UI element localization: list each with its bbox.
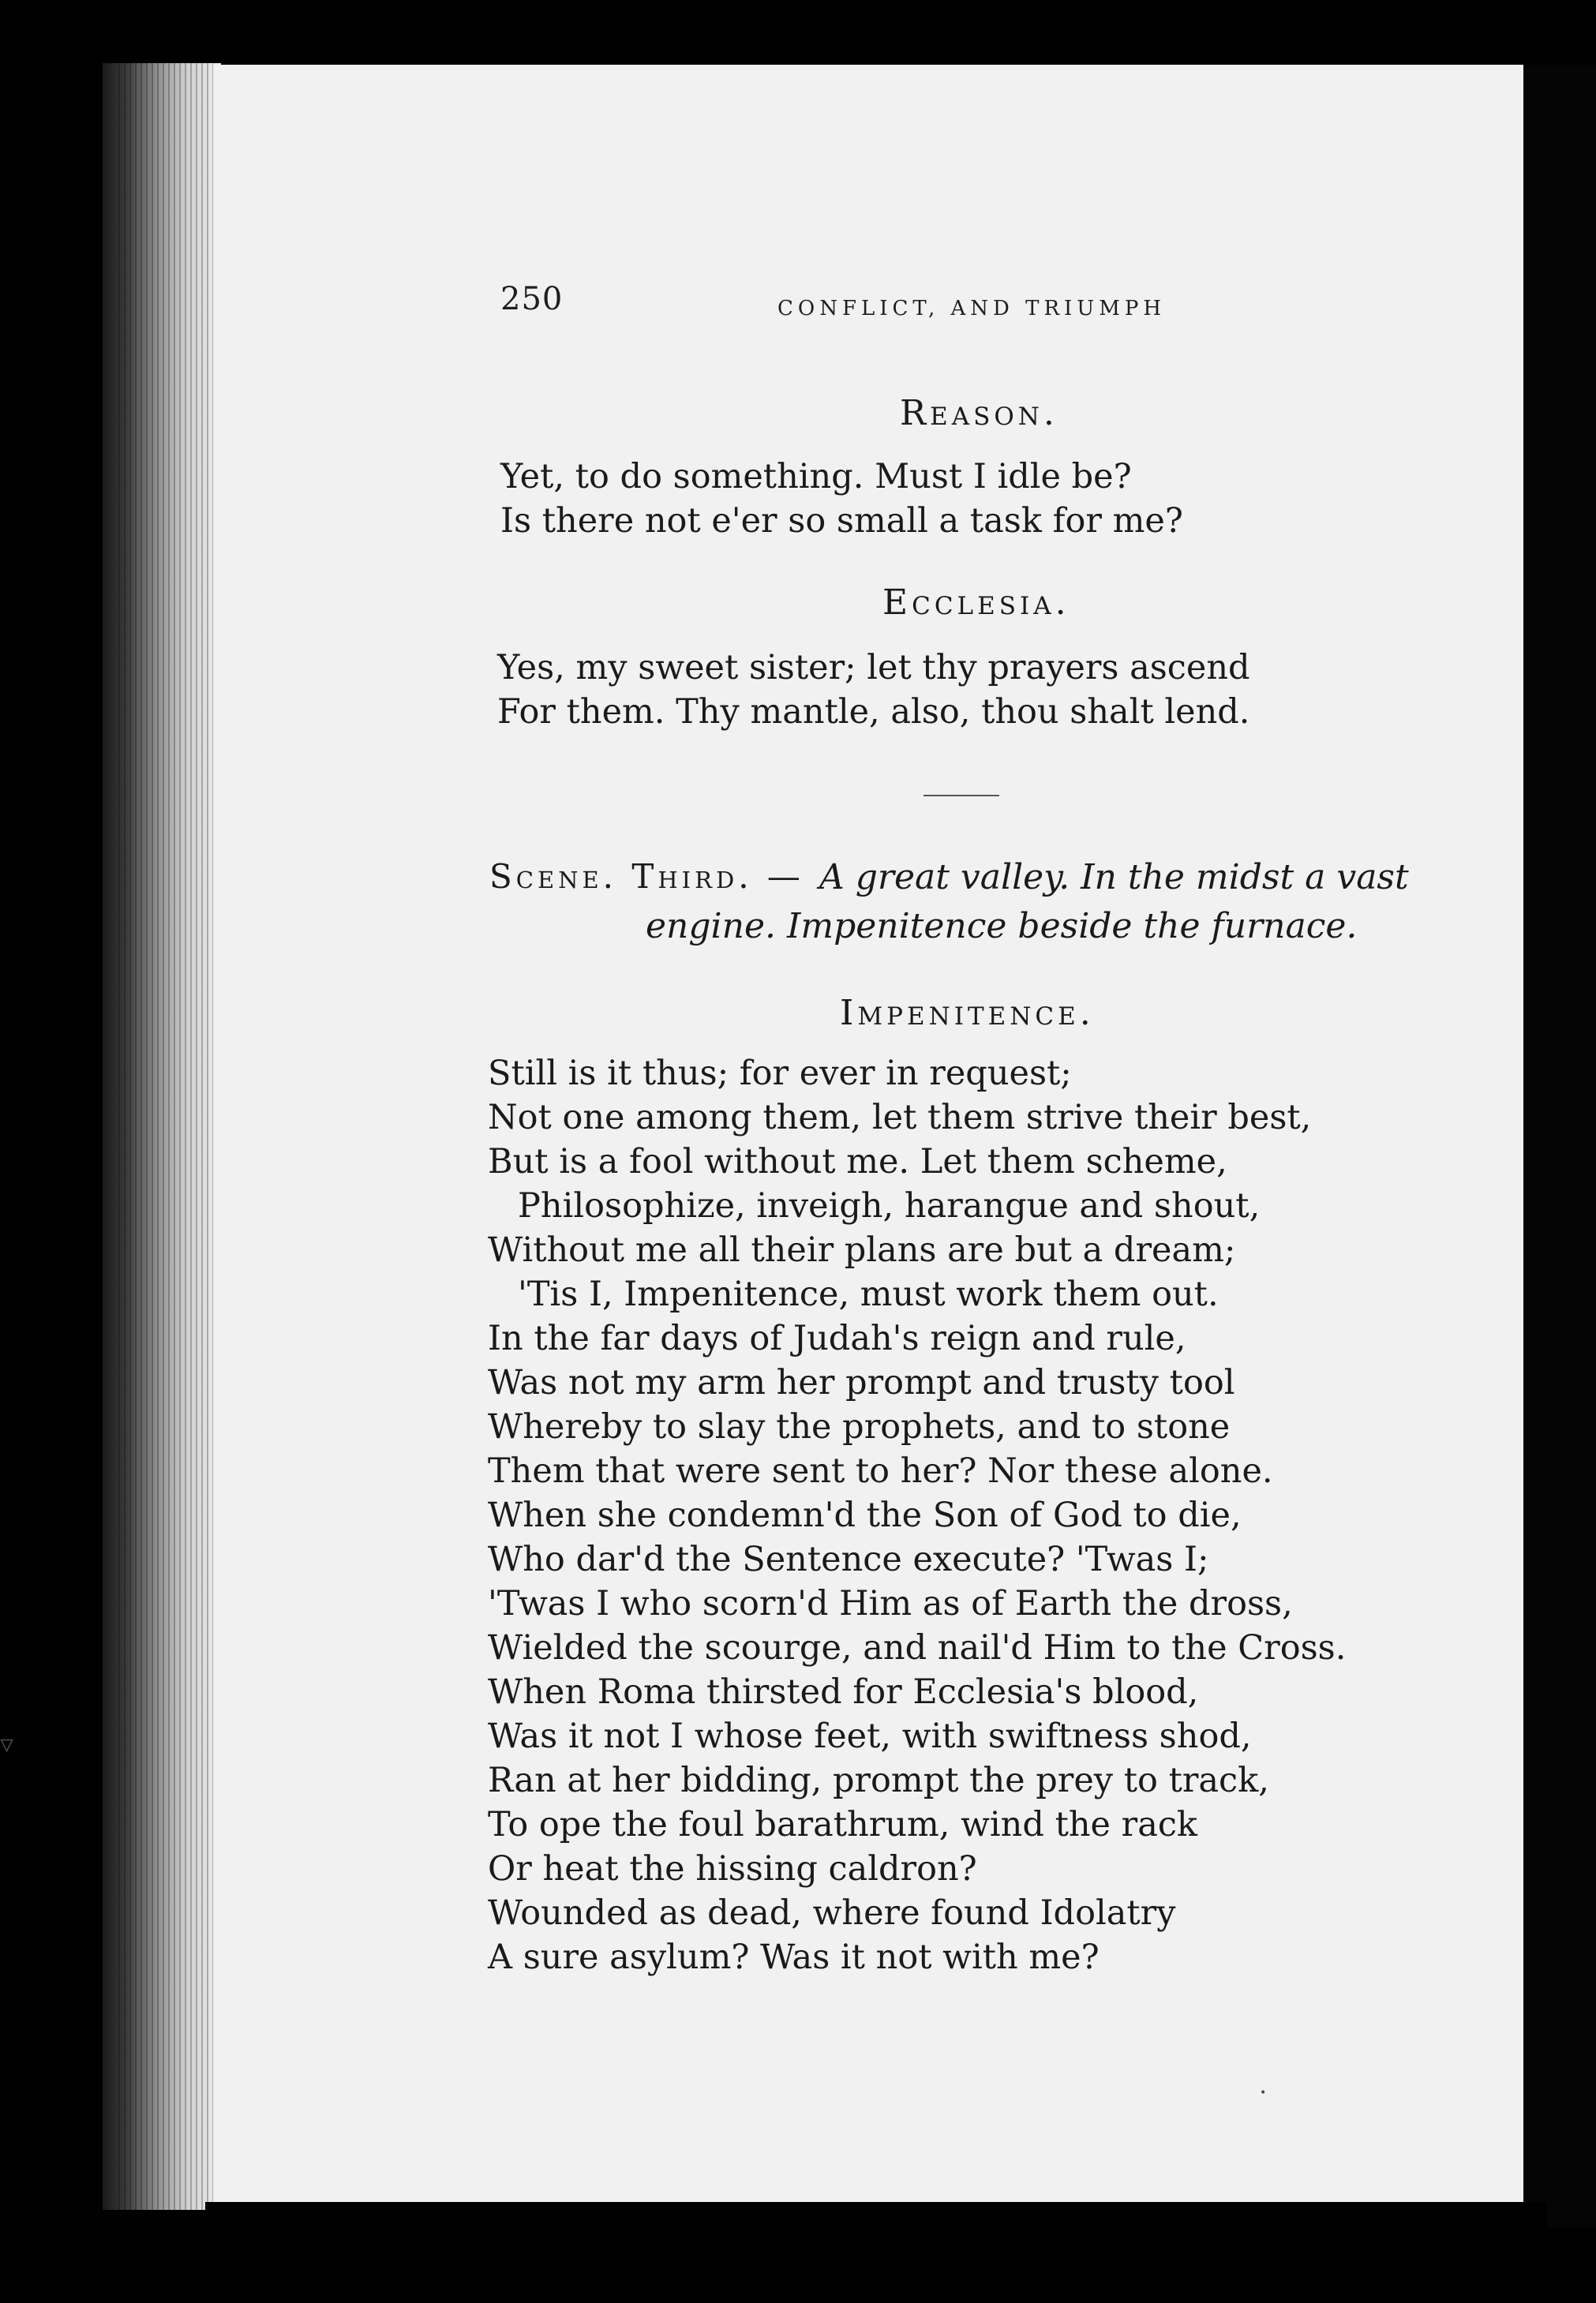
speaker-ecclesia: Ecclesia.: [882, 582, 1070, 623]
verse-line: Ran at her bidding, prompt the prey to track,: [488, 1761, 1269, 1800]
verse-line: Them that were sent to her? Nor these alone.: [488, 1451, 1273, 1491]
scene-direction-line-2: engine. Impenitence beside the furnace.: [646, 906, 1358, 946]
verse-line: Still is it thus; for ever in request;: [488, 1054, 1072, 1093]
page-edges: [118, 63, 213, 2210]
page-number: 250: [500, 281, 564, 317]
verse-line: 'Twas I who scorn'd Him as of Earth the dross,: [488, 1584, 1293, 1623]
reason-speech: [500, 455, 1183, 543]
scan-border-top: [0, 0, 1596, 71]
verse-line: A sure asylum? Was it not with me?: [488, 1938, 1100, 1977]
scene-direction-line-1: A great valley. In the midst a vast: [819, 857, 1409, 897]
verse-line: For them. Thy mantle, also, thou shalt lend.: [497, 692, 1250, 732]
verse-line: Philosophize, inveigh, harangue and shout,: [518, 1186, 1261, 1226]
verse-line: But is a fool without me. Let them scheme,: [488, 1142, 1227, 1181]
speaker-impenitence: Impenitence.: [840, 993, 1095, 1033]
verse-line: When Roma thirsted for Ecclesia's blood,: [488, 1672, 1199, 1712]
scan-border-right: [1523, 65, 1596, 2227]
scene-label: Scene. Third. —: [489, 857, 804, 896]
verse-line: Is there not e'er so small a task for me?: [500, 501, 1183, 541]
verse-line: Yes, my sweet sister; let thy prayers ascend: [497, 648, 1250, 687]
verse-line: Or heat the hissing caldron?: [488, 1849, 977, 1889]
verse-line: To ope the foul barathrum, wind the rack: [488, 1805, 1197, 1844]
verse-line: 'Tis I, Impenitence, must work them out.: [518, 1275, 1219, 1314]
verse-line: Yet, to do something. Must I idle be?: [500, 457, 1132, 496]
verse-line: Who dar'd the Sentence execute? 'Twas I;: [488, 1540, 1209, 1579]
verse-line: Was it not I whose feet, with swiftness shod,: [488, 1717, 1252, 1756]
scan-speck: ▿: [0, 1728, 14, 1760]
verse-line: When she condemn'd the Son of God to die,: [488, 1496, 1242, 1535]
verse-line: Whereby to slay the prophets, and to stone: [488, 1407, 1231, 1447]
ecclesia-speech: [497, 646, 1250, 734]
impenitence-speech: [488, 1051, 1346, 1979]
verse-line: Wielded the scourge, and nail'd Him to the Cross.: [488, 1628, 1347, 1668]
verse-line: Was not my arm her prompt and trusty tool: [488, 1363, 1235, 1402]
speaker-reason: Reason.: [900, 393, 1058, 433]
running-head: CONFLICT, AND TRIUMPH: [777, 297, 1167, 320]
verse-line: Without me all their plans are but a dream;: [488, 1230, 1236, 1270]
verse-line: Wounded as dead, where found Idolatry: [488, 1893, 1176, 1933]
section-divider: [924, 795, 999, 796]
scan-speck: •: [1260, 2087, 1267, 2099]
verse-line: Not one among them, let them strive their best,: [488, 1098, 1312, 1137]
scan-border-bottom: [205, 2202, 1547, 2303]
verse-line: In the far days of Judah's reign and rule,: [488, 1319, 1186, 1358]
